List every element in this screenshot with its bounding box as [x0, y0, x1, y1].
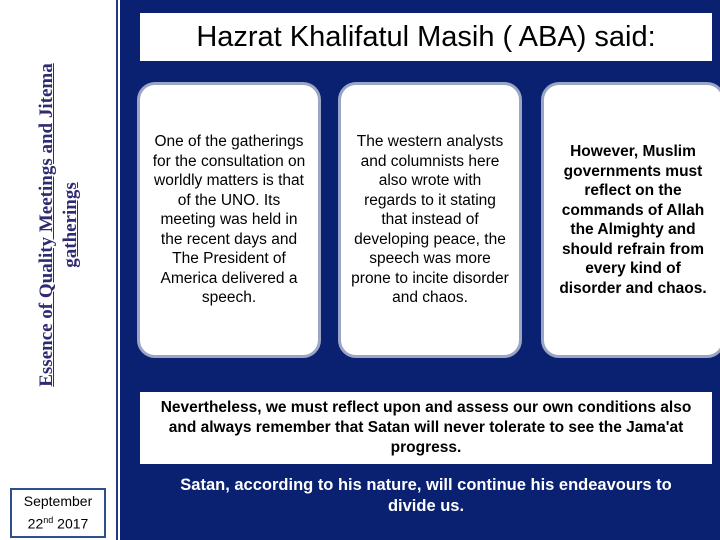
sidebar-title-line-2: gatherings [60, 182, 81, 268]
quote-card-1 [137, 82, 321, 358]
sidebar-title-line-1: Essence of Quality Meetings and Jitema [36, 63, 57, 387]
page-title: Hazrat Khalifatul Masih ( ABA) said: [140, 13, 712, 61]
quote-card-3 [541, 82, 720, 358]
date-day-year [28, 511, 89, 534]
reflection-band [140, 392, 712, 464]
reflection-text: Nevertheless, we must reflect upon and assess our own conditions also and always remember that Satan will never tolerate to see the Jama'at progress. [160, 399, 692, 456]
date-suffix: nd [43, 515, 54, 526]
footer-statement [140, 470, 712, 522]
date-box [10, 488, 106, 538]
quote-card-2-text: The western analysts and columnists here also wrote with regards to it stating that instead of developing peace, the speech was more prone to incite disorder and chaos. [351, 133, 509, 307]
sidebar-title [35, 20, 83, 430]
quote-card-1-text: One of the gatherings for the consultation on worldly matters is that of the UNO. Its meeting was held in the recent days and The President of America delivered a speech. [152, 133, 306, 307]
quote-card-2 [338, 82, 522, 358]
footer-text: Satan, according to his nature, will continue his endeavours to divide us. [180, 476, 672, 515]
quote-card-3-text: However, Muslim governments must reflect on the commands of Allah the Almighty and should refrain from every kind of disorder and chaos. [559, 143, 707, 297]
date-month: September [23, 493, 93, 510]
main-panel [120, 0, 720, 540]
date-day: 22 [27, 515, 44, 532]
sidebar [0, 0, 118, 540]
date-year: 2017 [53, 515, 89, 532]
